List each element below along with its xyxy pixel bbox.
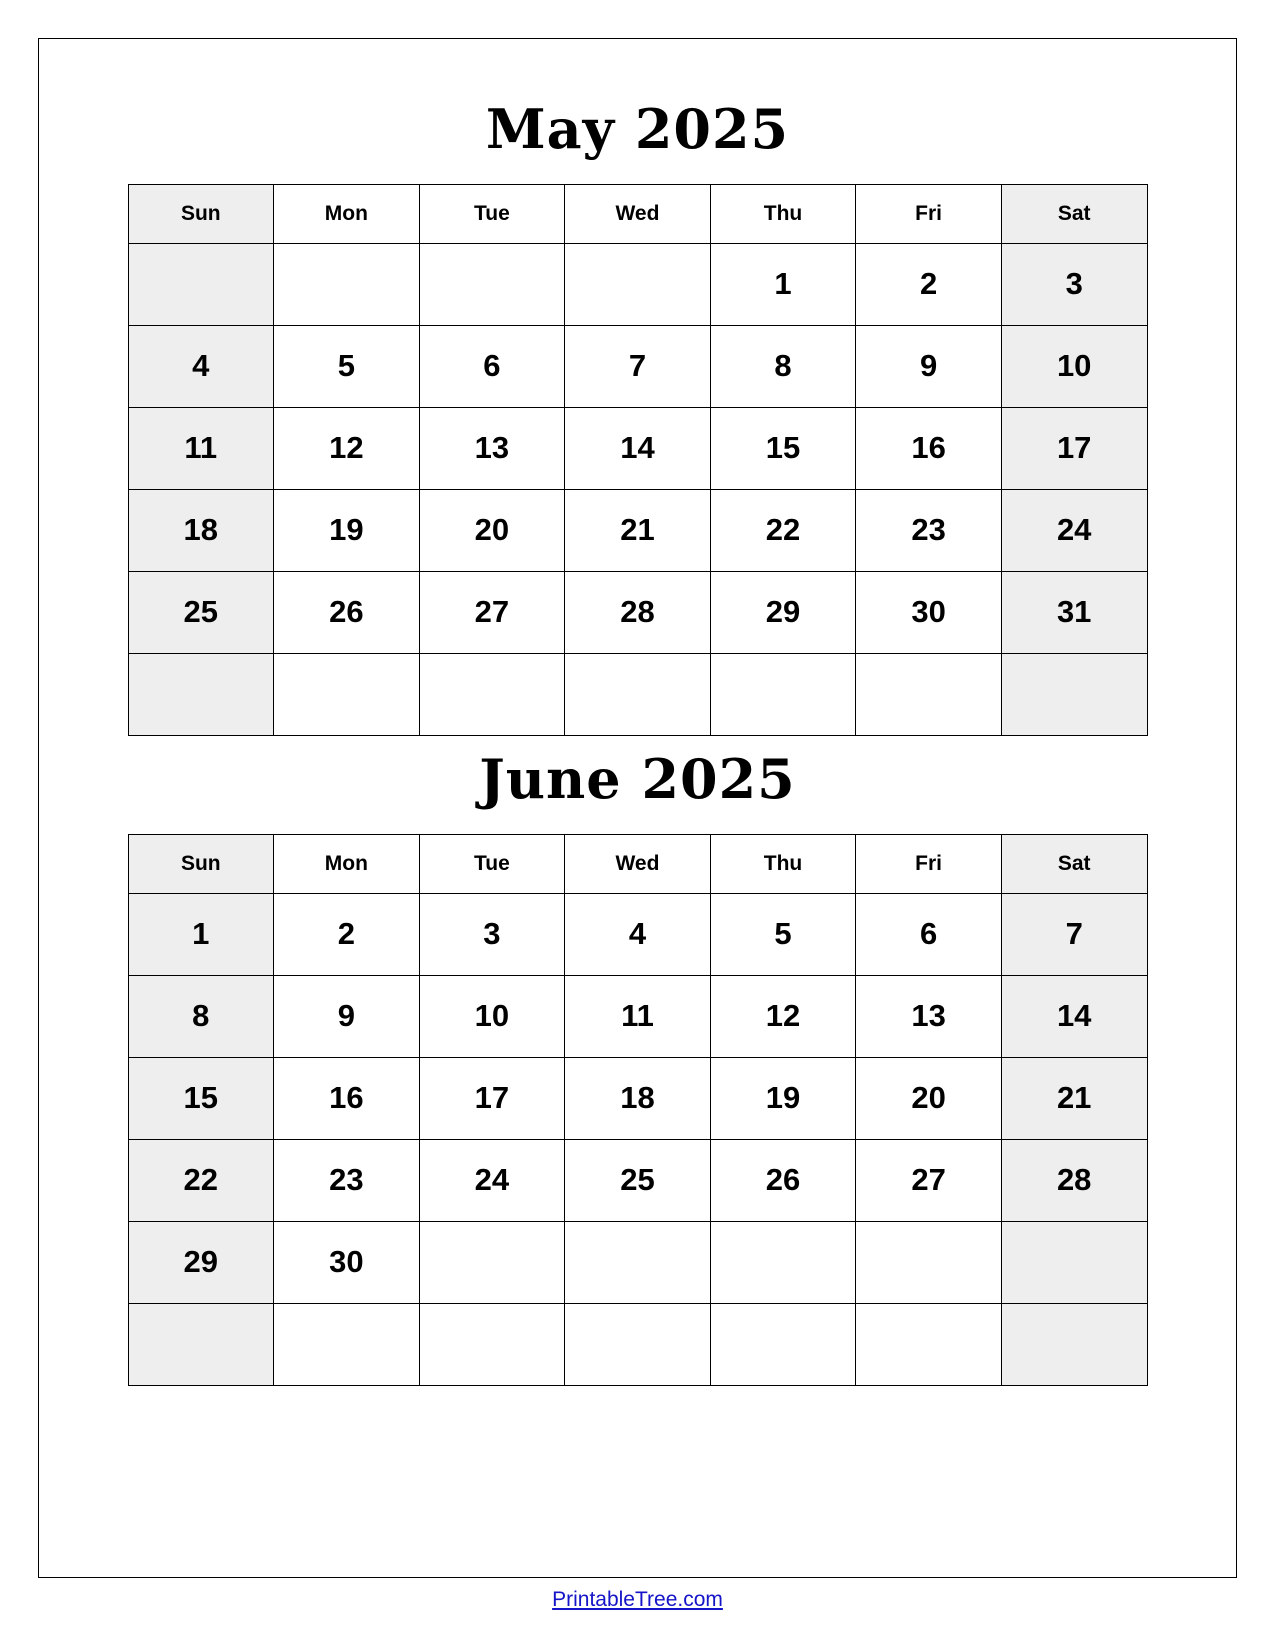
weekday-header-row [128,184,1147,243]
day-cell: 3 [419,893,565,975]
day-cell: 16 [856,407,1002,489]
day-cell: 3 [1001,243,1147,325]
day-cell: 28 [1001,1139,1147,1221]
day-cell: 11 [128,407,274,489]
weekday-header-tue: Tue [419,184,565,243]
day-cell: 28 [565,571,711,653]
weekday-header-sun: Sun [128,184,274,243]
day-cell [274,243,420,325]
month-title: May 2025 [485,97,790,161]
day-cell: 8 [128,975,274,1057]
week-row [128,1303,1147,1385]
week-row [128,571,1147,653]
weekday-header-sat: Sat [1001,834,1147,893]
week-row [128,1139,1147,1221]
day-cell: 20 [419,489,565,571]
day-cell [710,653,856,735]
day-cell: 8 [710,325,856,407]
day-cell: 12 [710,975,856,1057]
week-row [128,489,1147,571]
day-cell: 30 [274,1221,420,1303]
day-cell: 7 [1001,893,1147,975]
weekday-header-fri: Fri [856,834,1002,893]
weekday-header-sat: Sat [1001,184,1147,243]
day-cell: 1 [710,243,856,325]
calendar-page [38,38,1237,1578]
day-cell: 11 [565,975,711,1057]
week-row [128,975,1147,1057]
day-cell: 26 [710,1139,856,1221]
day-cell: 13 [856,975,1002,1057]
day-cell: 17 [1001,407,1147,489]
day-cell [128,653,274,735]
weekday-header-mon: Mon [274,184,420,243]
day-cell: 2 [856,243,1002,325]
day-cell: 16 [274,1057,420,1139]
day-cell: 24 [419,1139,565,1221]
day-cell [565,243,711,325]
day-cell [856,1221,1002,1303]
calendar-table-may [128,184,1148,736]
weekday-header-tue: Tue [419,834,565,893]
day-cell: 19 [710,1057,856,1139]
day-cell: 21 [565,489,711,571]
day-cell: 15 [128,1057,274,1139]
week-row [128,653,1147,735]
day-cell [856,1303,1002,1385]
day-cell: 2 [274,893,420,975]
footer [0,1588,1275,1612]
day-cell: 20 [856,1057,1002,1139]
day-cell: 7 [565,325,711,407]
week-row [128,893,1147,975]
week-row [128,325,1147,407]
day-cell [419,653,565,735]
day-cell [1001,653,1147,735]
day-cell [710,1303,856,1385]
day-cell: 21 [1001,1057,1147,1139]
day-cell: 4 [565,893,711,975]
weekday-header-fri: Fri [856,184,1002,243]
day-cell: 9 [274,975,420,1057]
weekday-header-thu: Thu [710,834,856,893]
day-cell [274,1303,420,1385]
day-cell: 31 [1001,571,1147,653]
day-cell: 30 [856,571,1002,653]
day-cell [419,1303,565,1385]
day-cell: 29 [128,1221,274,1303]
day-cell [1001,1221,1147,1303]
day-cell: 29 [710,571,856,653]
day-cell: 27 [856,1139,1002,1221]
day-cell: 23 [856,489,1002,571]
day-cell: 10 [1001,325,1147,407]
day-cell: 10 [419,975,565,1057]
calendar-table-june [128,834,1148,1386]
day-cell: 5 [710,893,856,975]
day-cell: 17 [419,1057,565,1139]
weekday-header-mon: Mon [274,834,420,893]
day-cell [419,243,565,325]
weekday-header-wed: Wed [565,834,711,893]
day-cell: 27 [419,571,565,653]
day-cell: 18 [128,489,274,571]
day-cell: 15 [710,407,856,489]
day-cell: 14 [1001,975,1147,1057]
month-title: June 2025 [479,747,796,811]
day-cell [565,653,711,735]
day-cell: 1 [128,893,274,975]
footer-link-printabletree[interactable]: PrintableTree.com [552,1588,723,1611]
day-cell [128,1303,274,1385]
day-cell: 14 [565,407,711,489]
weekday-header-row [128,834,1147,893]
weekday-header-sun: Sun [128,834,274,893]
weekday-header-wed: Wed [565,184,711,243]
day-cell: 6 [856,893,1002,975]
day-cell: 18 [565,1057,711,1139]
week-row [128,407,1147,489]
day-cell [565,1221,711,1303]
day-cell: 22 [710,489,856,571]
day-cell: 5 [274,325,420,407]
day-cell: 24 [1001,489,1147,571]
day-cell: 13 [419,407,565,489]
day-cell: 12 [274,407,420,489]
day-cell [710,1221,856,1303]
day-cell: 4 [128,325,274,407]
day-cell: 26 [274,571,420,653]
week-row [128,1057,1147,1139]
day-cell [274,653,420,735]
week-row [128,243,1147,325]
month-block-may [39,97,1236,736]
day-cell: 25 [565,1139,711,1221]
day-cell: 23 [274,1139,420,1221]
weekday-header-thu: Thu [710,184,856,243]
day-cell [1001,1303,1147,1385]
day-cell [419,1221,565,1303]
day-cell [128,243,274,325]
day-cell: 25 [128,571,274,653]
month-block-june [39,747,1236,1386]
day-cell: 22 [128,1139,274,1221]
day-cell: 19 [274,489,420,571]
day-cell: 6 [419,325,565,407]
week-row [128,1221,1147,1303]
day-cell [856,653,1002,735]
day-cell [565,1303,711,1385]
day-cell: 9 [856,325,1002,407]
